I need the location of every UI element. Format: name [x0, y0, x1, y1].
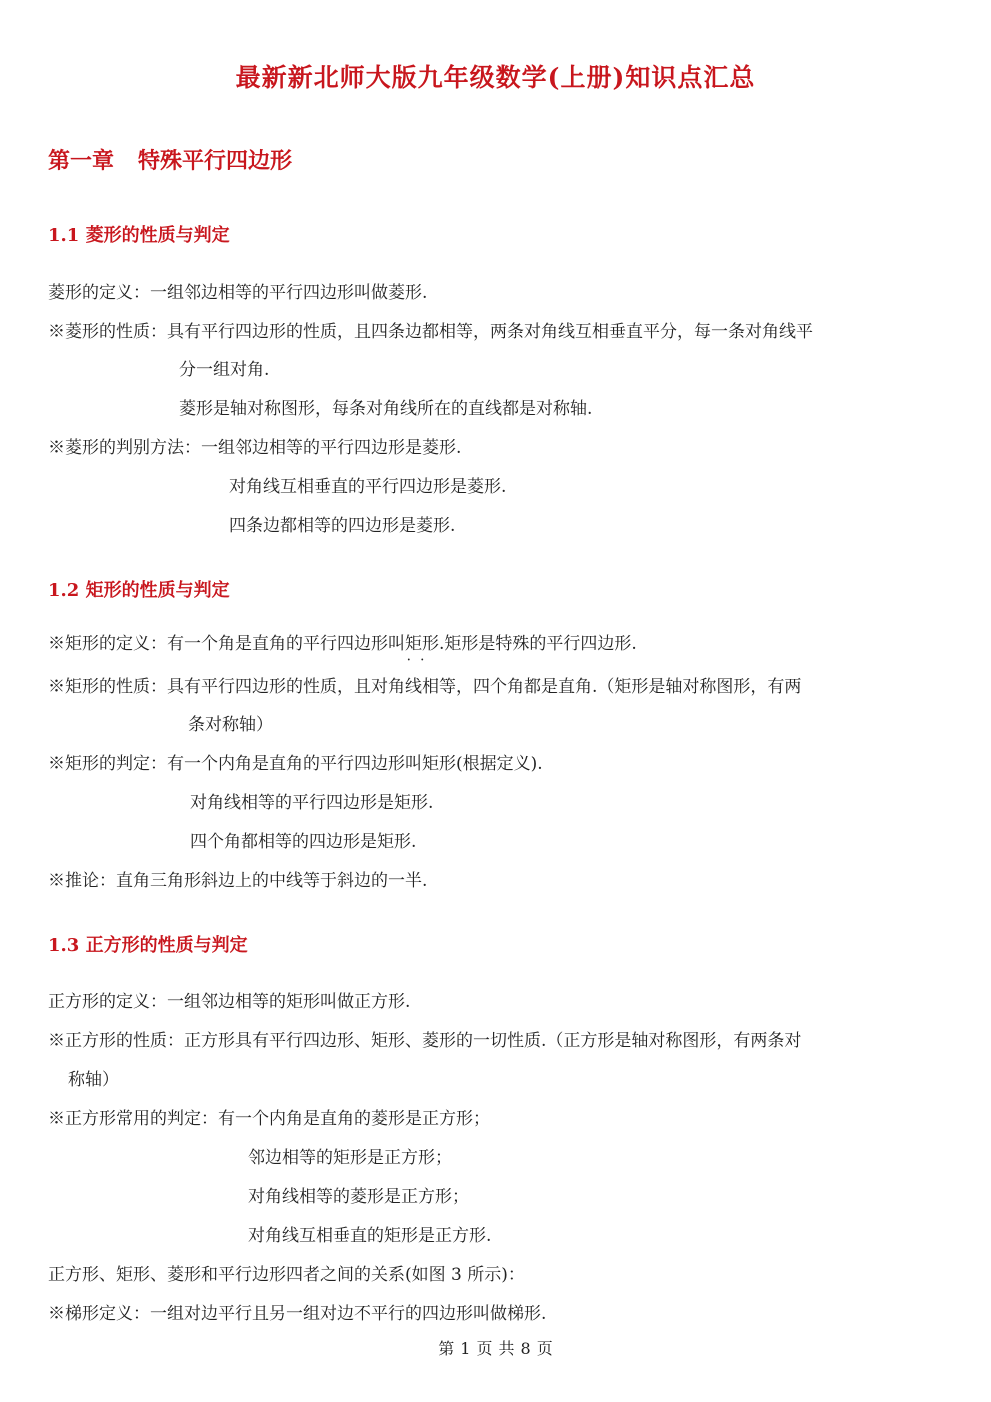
chapter-heading — [48, 144, 292, 175]
text-line: ※矩形的性质：具有平行四边形的性质，且对角线相等，四个角都是直角.（矩形是轴对称图形，有两 — [48, 677, 802, 697]
chapter-name: 特殊平行四边形 — [138, 148, 293, 174]
text-line — [48, 633, 637, 655]
text-line: ※梯形定义：一组对边平行且另一组对边不平行的四边形叫做梯形. — [48, 1304, 547, 1324]
footer-suffix: 页 — [536, 1339, 553, 1358]
text-line: ※菱形的判别方法：一组邻边相等的平行四边形是菱形. — [48, 438, 462, 458]
page-footer — [0, 1336, 991, 1359]
page-number: 1 — [460, 1339, 471, 1358]
text-line: 对角线相等的菱形是正方形； — [248, 1187, 469, 1207]
text-line: 条对称轴） — [188, 715, 273, 735]
text-line: 四个角都相等的四边形是矩形. — [190, 832, 417, 852]
footer-total-prefix: 共 — [498, 1339, 515, 1358]
text-line: 四条边都相等的四边形是菱形. — [229, 516, 456, 536]
emphasized-term: 矩形 • • — [405, 634, 439, 654]
total-pages: 8 — [520, 1339, 531, 1358]
text-line: 正方形、矩形、菱形和平行边形四者之间的关系(如图 3 所示)： — [48, 1265, 525, 1285]
text-line: ※矩形的判定：有一个内角是直角的平行四边形叫矩形(根据定义). — [48, 754, 543, 774]
page-title: 最新新北师大版九年级数学(上册)知识点汇总 — [235, 63, 756, 92]
text-line: 分一组对角. — [179, 360, 270, 380]
text-line: 邻边相等的矩形是正方形； — [248, 1148, 452, 1168]
text-line: 菱形的定义：一组邻边相等的平行四边形叫做菱形. — [48, 283, 428, 303]
text-line: 称轴） — [68, 1070, 119, 1090]
section-heading-1-1: 1.1 菱形的性质与判定 — [48, 225, 230, 246]
text-line: ※菱形的性质：具有平行四边形的性质，且四条边都相等，两条对角线互相垂直平分，每一条对角线平 — [48, 322, 813, 342]
text-line: ※推论：直角三角形斜边上的中线等于斜边的一半. — [48, 871, 428, 891]
text-segment: .矩形是特殊的平行四边形. — [439, 634, 637, 654]
section-heading-1-3: 1.3 正方形的性质与判定 — [48, 935, 248, 956]
text-line: ※正方形的性质：正方形具有平行四边形、矩形、菱形的一切性质.（正方形是轴对称图形，有两条对 — [48, 1031, 802, 1051]
footer-mid: 页 — [476, 1339, 493, 1358]
text-line: 对角线互相垂直的平行四边形是菱形. — [229, 477, 507, 497]
text-line: 菱形是轴对称图形，每条对角线所在的直线都是对称轴. — [179, 399, 593, 419]
footer-prefix: 第 — [438, 1339, 455, 1358]
text-line: 正方形的定义：一组邻边相等的矩形叫做正方形. — [48, 992, 411, 1012]
text-segment: ※矩形的定义：有一个角是直角的平行四边形叫 — [48, 634, 405, 654]
chapter-number: 第一章 — [48, 148, 115, 174]
text-line: 对角线相等的平行四边形是矩形. — [190, 793, 434, 813]
text-line: ※正方形常用的判定：有一个内角是直角的菱形是正方形； — [48, 1109, 490, 1129]
section-heading-1-2: 1.2 矩形的性质与判定 — [48, 580, 230, 601]
text-line: 对角线互相垂直的矩形是正方形. — [248, 1226, 492, 1246]
